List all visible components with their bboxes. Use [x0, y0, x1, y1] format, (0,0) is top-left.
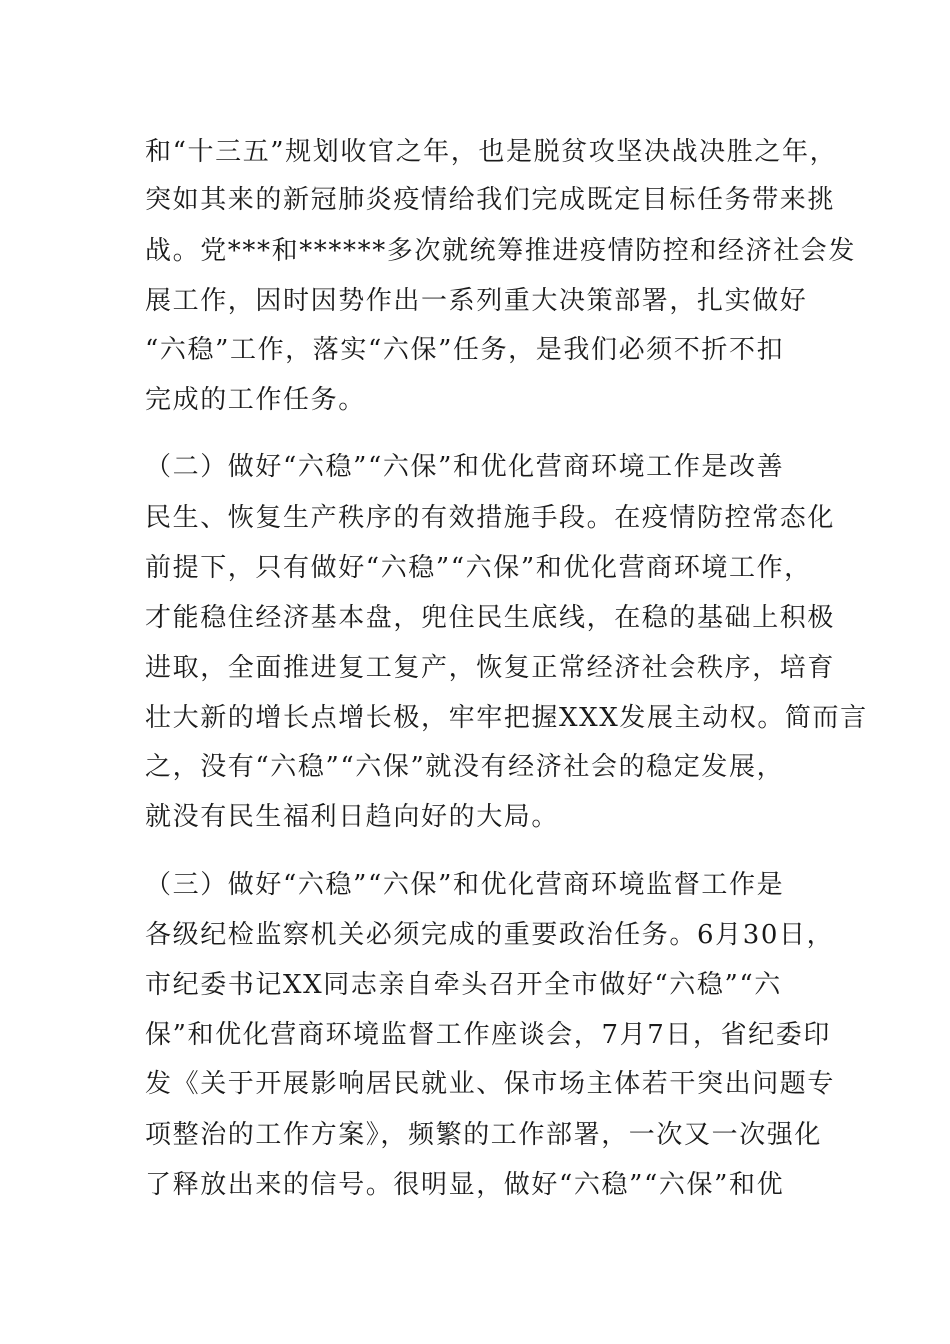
text-line: 各级纪检监察机关必须完成的重要政治任务。6月30日， [145, 920, 835, 950]
text-line: 壮大新的增长点增长极，牢牢把握XXX发展主动权。简而言 [145, 703, 868, 733]
text-line: （三）做好“六稳”“六保”和优化营商环境监督工作是 [145, 870, 785, 900]
text-line: （二）做好“六稳”“六保”和优化营商环境工作是改善 [145, 452, 785, 482]
text-line: 前提下，只有做好“六稳”“六保”和优化营商环境工作， [145, 553, 812, 583]
text-line: 发《关于开展影响居民就业、保市场主体若干突出问题专 [145, 1069, 836, 1099]
text-line: 展工作，因时因势作出一系列重大决策部署，扎实做好 [145, 286, 808, 316]
text-line: 战。党***和******多次就统筹推进疫情防控和经济社会发 [145, 236, 857, 266]
text-line: 市纪委书记XX同志亲自牵头召开全市做好“六稳”“六 [145, 970, 782, 1000]
text-line: 进取，全面推进复工复产，恢复正常经济社会秩序，培育 [145, 653, 836, 683]
text-line: 保”和优化营商环境监督工作座谈会，7月7日，省纪委印 [145, 1020, 831, 1050]
text-line: 完成的工作任务。 [145, 385, 366, 415]
text-line: “六稳”工作，落实“六保”任务，是我们必须不折不扣 [145, 335, 785, 365]
text-line: 和“十三五”规划收官之年，也是脱贫攻坚决战决胜之年， [145, 137, 838, 167]
text-line: 突如其来的新冠肺炎疫情给我们完成既定目标任务带来挑 [145, 185, 836, 215]
text-line: 才能稳住经济基本盘，兜住民生底线，在稳的基础上积极 [145, 603, 836, 633]
text-line: 民生、恢复生产秩序的有效措施手段。在疫情防控常态化 [145, 503, 836, 533]
text-line: 项整治的工作方案》，频繁的工作部署，一次又一次强化 [145, 1120, 823, 1150]
text-line: 了释放出来的信号。很明显，做好“六稳”“六保”和优 [145, 1170, 785, 1200]
text-line: 之，没有“六稳”“六保”就没有经济社会的稳定发展， [145, 752, 785, 782]
text-line: 就没有民生福利日趋向好的大局。 [145, 802, 560, 832]
